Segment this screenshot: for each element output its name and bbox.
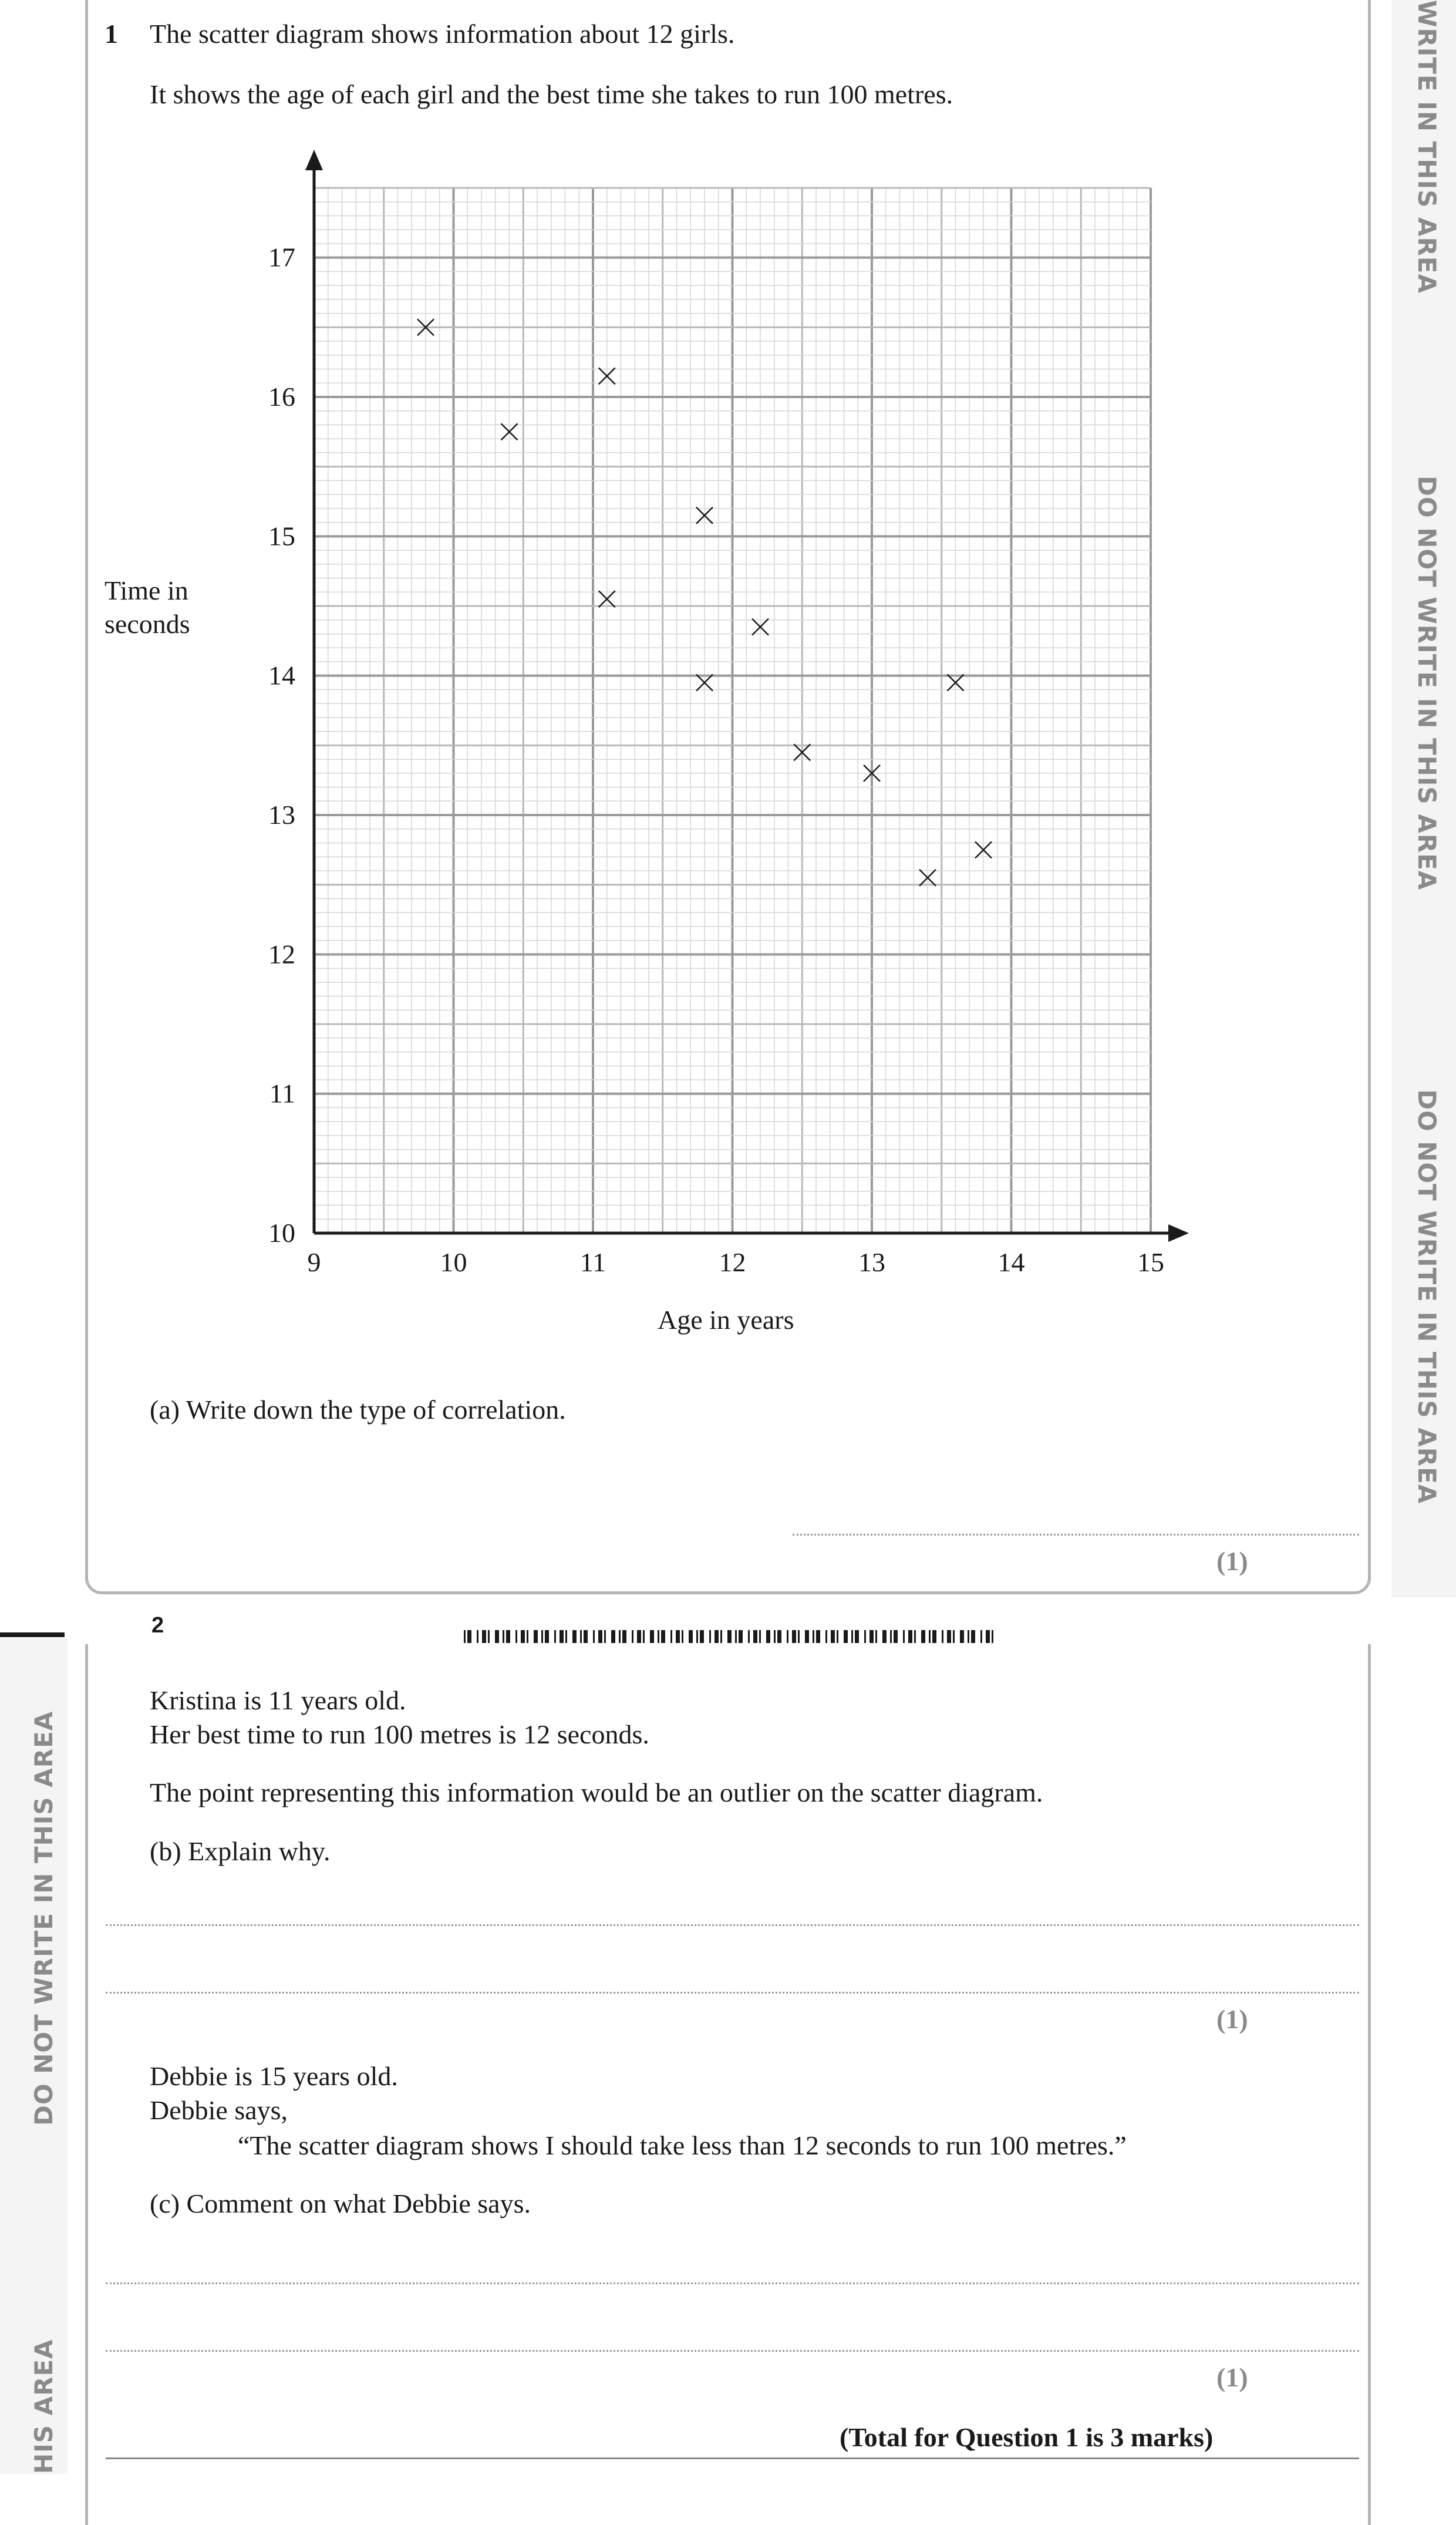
page-number: 2 — [151, 1613, 164, 1638]
right-margin-label-top: WRITE IN THIS AREA — [1413, 0, 1441, 294]
barcode-bar — [580, 1630, 582, 1643]
y-axis-label-line2: seconds — [105, 609, 190, 639]
barcode-bar — [637, 1630, 641, 1643]
barcode-bar — [467, 1630, 471, 1643]
part-c-answer-line-1[interactable] — [106, 2282, 1359, 2284]
part-c-line2: Debbie says, — [150, 2095, 288, 2125]
right-margin-label-low: DO NOT WRITE IN THIS AREA — [1413, 1089, 1441, 1504]
barcode-bar — [947, 1630, 951, 1643]
left-margin-label-mid: DO NOT WRITE IN THIS AREA — [29, 1711, 58, 2126]
barcode-bar — [875, 1630, 877, 1643]
barcode-bar — [953, 1630, 955, 1643]
barcode-bar — [932, 1630, 936, 1643]
barcode-bar — [482, 1630, 486, 1643]
barcode-bar — [720, 1630, 722, 1643]
barcode-bar — [813, 1630, 814, 1643]
chart-grid — [314, 188, 1151, 1233]
part-a-marks: (1) — [1216, 1546, 1248, 1576]
barcode-bar — [908, 1630, 912, 1643]
barcode-bar — [844, 1630, 848, 1643]
barcode-bar — [851, 1630, 853, 1643]
y-axis-label-line1: Time in — [105, 575, 188, 605]
x-tick-label: 13 — [858, 1247, 885, 1277]
barcode-bar — [572, 1630, 577, 1643]
part-b-answer-line-1[interactable] — [106, 1924, 1359, 1926]
barcode-bar — [968, 1630, 969, 1643]
y-tick-labels — [268, 243, 295, 1248]
barcode-bar — [521, 1630, 525, 1643]
barcode-bar — [869, 1630, 874, 1643]
barcode-bar — [855, 1630, 859, 1643]
barcode-bar — [560, 1630, 564, 1643]
bottom-rule — [106, 2457, 1359, 2459]
barcode-bar — [837, 1630, 838, 1643]
x-tick-label: 11 — [579, 1247, 606, 1277]
barcode-bar — [565, 1630, 567, 1643]
barcode-bar — [527, 1630, 528, 1643]
y-tick-label: 17 — [268, 242, 295, 272]
y-tick-label: 12 — [268, 939, 295, 969]
right-margin-label-mid: DO NOT WRITE IN THIS AREA — [1413, 476, 1441, 891]
barcode-bar — [739, 1630, 743, 1643]
barcode-bar — [792, 1630, 796, 1643]
barcode-bar — [921, 1630, 925, 1643]
barcode-bar — [515, 1630, 517, 1643]
x-axis-arrow — [1168, 1224, 1189, 1242]
barcode-bar — [604, 1630, 606, 1643]
barcode-bar — [777, 1630, 781, 1643]
barcode-bar — [831, 1630, 835, 1643]
barcode-bar — [661, 1630, 665, 1643]
part-a-prompt: (a) Write down the type of correlation. — [150, 1395, 566, 1425]
barcode-bar — [882, 1630, 887, 1643]
barcode-bar — [632, 1630, 633, 1643]
part-b-answer-line-2[interactable] — [106, 1992, 1359, 1994]
barcode-bar — [619, 1630, 621, 1643]
part-b-line3: The point representing this information would be an outlier on the scatter diagram. — [150, 1777, 1043, 1807]
question-number: 1 — [105, 19, 118, 49]
barcode-bar — [593, 1630, 595, 1643]
barcode-bar — [903, 1630, 905, 1643]
barcode-bar — [714, 1630, 719, 1643]
barcode-bar — [545, 1630, 549, 1643]
barcode-bar — [992, 1630, 993, 1643]
barcode-bar — [929, 1630, 931, 1643]
y-tick-label: 14 — [268, 660, 295, 691]
question-intro-line2: It shows the age of each girl and the best time she takes to run 100 metres. — [150, 79, 953, 109]
barcode-bar — [696, 1630, 698, 1643]
barcode-bar — [735, 1630, 737, 1643]
barcode-bar — [825, 1630, 827, 1643]
question-intro-line1: The scatter diagram shows information about 12 girls. — [150, 19, 735, 49]
barcode-bar — [709, 1630, 711, 1643]
barcode-bar — [464, 1630, 466, 1643]
barcode-bar — [670, 1630, 672, 1643]
part-c-line1: Debbie is 15 years old. — [150, 2061, 398, 2091]
barcode-bar — [816, 1630, 820, 1643]
y-tick-label: 16 — [268, 382, 295, 412]
barcode-bar — [495, 1630, 499, 1643]
left-margin-label-bottom: HIS AREA — [29, 2339, 58, 2474]
barcode-bar — [787, 1630, 788, 1643]
barcode-bar — [890, 1630, 892, 1643]
x-tick-labels — [308, 1247, 1165, 1277]
barcode-bar — [622, 1630, 626, 1643]
barcode-bar — [894, 1630, 898, 1643]
part-c-marks: (1) — [1216, 2362, 1248, 2392]
left-margin-bar — [0, 1632, 65, 1637]
part-b-marks: (1) — [1216, 2004, 1248, 2034]
barcode-bar — [598, 1630, 602, 1643]
barcode-bar — [676, 1630, 680, 1643]
barcode-bar — [477, 1630, 478, 1643]
part-c-prompt: (c) Comment on what Debbie says. — [150, 2189, 531, 2218]
barcode-bar — [727, 1630, 732, 1643]
x-tick-label: 10 — [440, 1247, 467, 1277]
barcode-bar — [503, 1630, 504, 1643]
part-c-answer-line-2[interactable] — [106, 2350, 1359, 2352]
part-b-line1: Kristina is 11 years old. — [150, 1685, 406, 1715]
part-c-quote: “The scatter diagram shows I should take less than 12 seconds to run 100 metres.” — [238, 2130, 1127, 2160]
x-tick-label: 15 — [1137, 1247, 1164, 1277]
barcode-bar — [914, 1630, 916, 1643]
y-tick-label: 11 — [269, 1078, 295, 1109]
barcode-bar — [864, 1630, 866, 1643]
y-axis-arrow — [305, 150, 323, 170]
barcode-bar — [971, 1630, 975, 1643]
barcode-bar — [759, 1630, 761, 1643]
barcode-bar — [980, 1630, 982, 1643]
barcode-bar — [506, 1630, 510, 1643]
part-a-answer-line[interactable] — [793, 1534, 1359, 1536]
part-b-line2: Her best time to run 100 metres is 12 seconds. — [150, 1719, 649, 1749]
barcode-bar — [534, 1630, 538, 1643]
barcode-bar — [488, 1630, 490, 1643]
x-axis-label: Age in years — [658, 1305, 794, 1335]
x-tick-label: 12 — [719, 1247, 746, 1277]
y-tick-label: 13 — [268, 800, 295, 830]
y-tick-label: 15 — [268, 521, 295, 551]
question-total: (Total for Question 1 is 3 marks) — [840, 2422, 1214, 2452]
y-tick-label: 10 — [268, 1218, 295, 1248]
barcode-bar — [753, 1630, 757, 1643]
barcode-bar — [643, 1630, 645, 1643]
barcode-bar — [766, 1630, 770, 1643]
part-b-prompt: (b) Explain why. — [150, 1836, 331, 1866]
barcode-bar — [960, 1630, 964, 1643]
barcode-bar — [541, 1630, 543, 1643]
barcode-bar — [700, 1630, 704, 1643]
barcode-bar — [774, 1630, 776, 1643]
barcode-bar — [942, 1630, 943, 1643]
barcode-bar — [798, 1630, 800, 1643]
barcode-bar — [748, 1630, 750, 1643]
barcode-bar — [658, 1630, 659, 1643]
barcode-bar — [682, 1630, 683, 1643]
barcode-bar — [584, 1630, 588, 1643]
barcode-bar — [650, 1630, 654, 1643]
x-tick-label: 9 — [307, 1247, 321, 1277]
barcode-bar — [805, 1630, 809, 1643]
barcode-bar — [986, 1630, 990, 1643]
barcode-bar — [554, 1630, 556, 1643]
barcode-bar — [611, 1630, 615, 1643]
barcode-bar — [689, 1630, 693, 1643]
x-tick-label: 14 — [997, 1247, 1025, 1277]
